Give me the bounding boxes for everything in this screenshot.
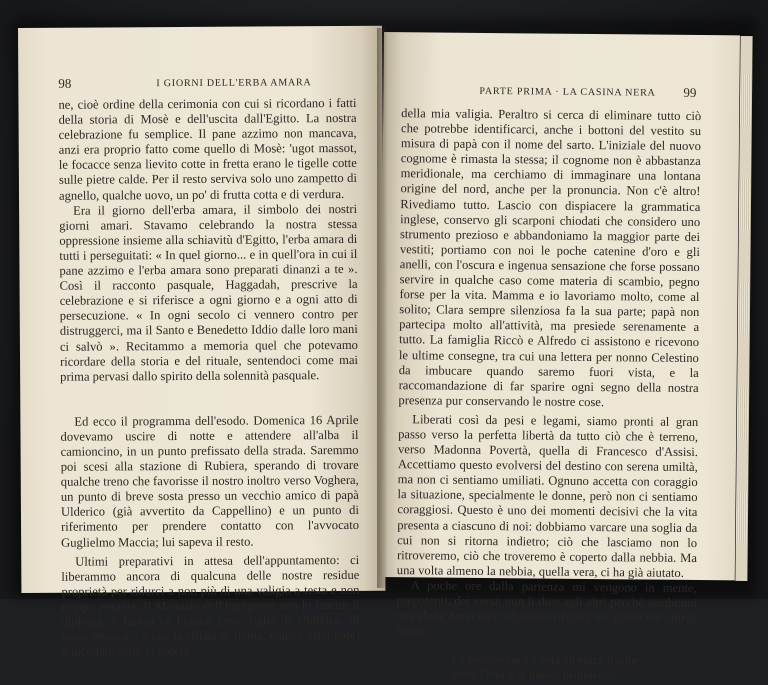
right-running-title: PARTE PRIMA · LA CASINA NERA bbox=[479, 85, 656, 99]
left-paragraph-2: Era il giorno dell'erba amara, il simbolo dei nostri giorni amari. Stavamo celebrando la nostra stessa oppressione insieme alla schiavitù d'Egitto, l'erba amara di tutti i perseguitati: « In quel giorno... e in quell'ora in cui il pane azzimo e l'erba amara sono preparati dinanzi a te ». Così il racconto pasquale, Haggadah, prescrive la celebrazione e si riferisce a ogni giorno e a ogni atto di persecuzione. « In ogni secolo ci vennero contro per distruggerci, ma il Santo e Benedetto Iddio dalle loro mani ci salvò ». Recitammo a memoria quel che potevamo ricordare della storia e del rituale, sentendoci come mai prima pervasi dallo spirito della solennità pasquale. bbox=[59, 201, 359, 384]
right-paragraph-1: della mia valigia. Peraltro si cerca di eliminare tutto ciò che potrebbe identificarci, anche i bottoni del vestito su misura di papà con il nome del sarto. L'iniziale del nuovo cognome è rimasta la stessa; il cognome non è abbastanza meridionale, ma cerchiamo di immaginare una lontana origine del nord, anche per la pronuncia. Non c'è altro! Rivediamo tutto. Lascio con dispiacere la grammatica inglese, conservo gli scarponi chiodati che considero uno strumento prezioso e abbandoniamo la maggior parte dei vestiti; portiamo con noi le poche catenine d'oro e gli anelli, con l'oscura e ingenua sensazione che forse possano servire in qualche caso come materia di scambio, pegno forse per la vita. Mamma e io lavoriamo molto, come al solito; Clara sempre silenziosa fa la sua parte; papà non partecipa molto all'attività, ma presiede serenamente a tutto. La famiglia Riccò e Alfredo ci assistono e ricevono le ultime consegne, tra cui una lettera per nonno Celestino da imbucare quando saremo fuori vista, e la raccomandazione di far sparire ogni segno della nostra presenza pur conservando le nostre cose. bbox=[398, 106, 702, 409]
left-paragraph-1: ne, cioè ordine della cerimonia con cui si ricordano i fatti della storia di Mosè e dell'uscita dall'Egitto. La nostra celebrazione fu semplice. Il pane azzimo non mancava, anzi era proprio fatto come quello di Mosè: 'ugot massot, le focacce senza lievito cotte in fretta erano le tigelle cotte sulle pietre calde. Per il resto serviva solo uno zampetto di agnello, qualche uovo, un po' di frutta cotta e di verdura. bbox=[58, 95, 357, 203]
right-page-number: 99 bbox=[683, 84, 697, 101]
left-page bbox=[18, 26, 385, 659]
left-paragraph-3: Ed ecco il programma dell'esodo. Domenica 16 Aprile dovevamo uscire di notte e attendere all'alba il camioncino, in un punto prefissato della strada. Saremmo poi scesi alla stazione di Rubiera, sperando di trovare qualche treno che favorisse il nostro inoltro verso Voghera, un punto di breve sosta presso un vecchio amico di papà Ulderico (già avvertito da Cappellino) e un punto di riferimento per prendere contatto con l'avvocato Guglielmo Maccia; lui sapeva il resto. bbox=[60, 412, 360, 550]
right-page-text bbox=[396, 106, 702, 684]
right-paragraph-2: Liberati così da pesi e legami, siamo pronti al gran passo verso la perfetta libertà da tutto ciò che è terreno, verso Madonna Povertà, quella di Francesco d'Assisi. Accettiamo questo evolversi del destino con serena umiltà, ma non ci sentiamo umiliati. Ognuno accetta con coraggio la situazione, specialmente le donne, però non ci sentiamo coraggiosi. Questo è uno dei momenti decisivi che la vita presenta a ciascuno di noi: dobbiamo varcare una soglia da cui non si ritorna indietro; ciò che lasciamo non lo ritroveremo, ciò che troveremo è coperto dalla nebbia. Ma una volta almeno la nebbia, quella vera, ci ha già aiutato. bbox=[396, 412, 699, 580]
verse-line-2: entra l'aria e la nuova primavera: bbox=[451, 667, 618, 683]
right-paragraph-3: A poche ore dalla partenza mi vengono in mente, prepotenti, dei versi: non li dico agli altri perché sembrano una sfida. Sono nati nel nostro rifugio, nei giorni dei ciliegi fioriti: bbox=[396, 578, 697, 638]
left-paragraph-4: Ultimi preparativi in attesa dell'appuntamento: ci liberammo ancora di qualcuna delle nostre residue proprietà per ridurci a non più di una valigia a testa e non troppo pesante. Il Manuale dell'Ingegnere non lo lascio; il diploma di laurea (« Franco Levi, figlio di Ulderico, di razza ebraica... » con la sfilata di trenta, chiusa dalla lode) è incollato sotto la fodera bbox=[61, 552, 360, 659]
left-page-text bbox=[58, 96, 359, 660]
book-gutter bbox=[377, 28, 387, 588]
left-running-title: I GIORNI DELL'ERBA AMARA bbox=[156, 77, 312, 90]
verse-line-1: La piccionaia è vuota ed entra il sole; bbox=[451, 651, 641, 668]
verse-block bbox=[396, 651, 696, 684]
right-page bbox=[379, 32, 740, 683]
left-page-number: 98 bbox=[58, 75, 72, 91]
